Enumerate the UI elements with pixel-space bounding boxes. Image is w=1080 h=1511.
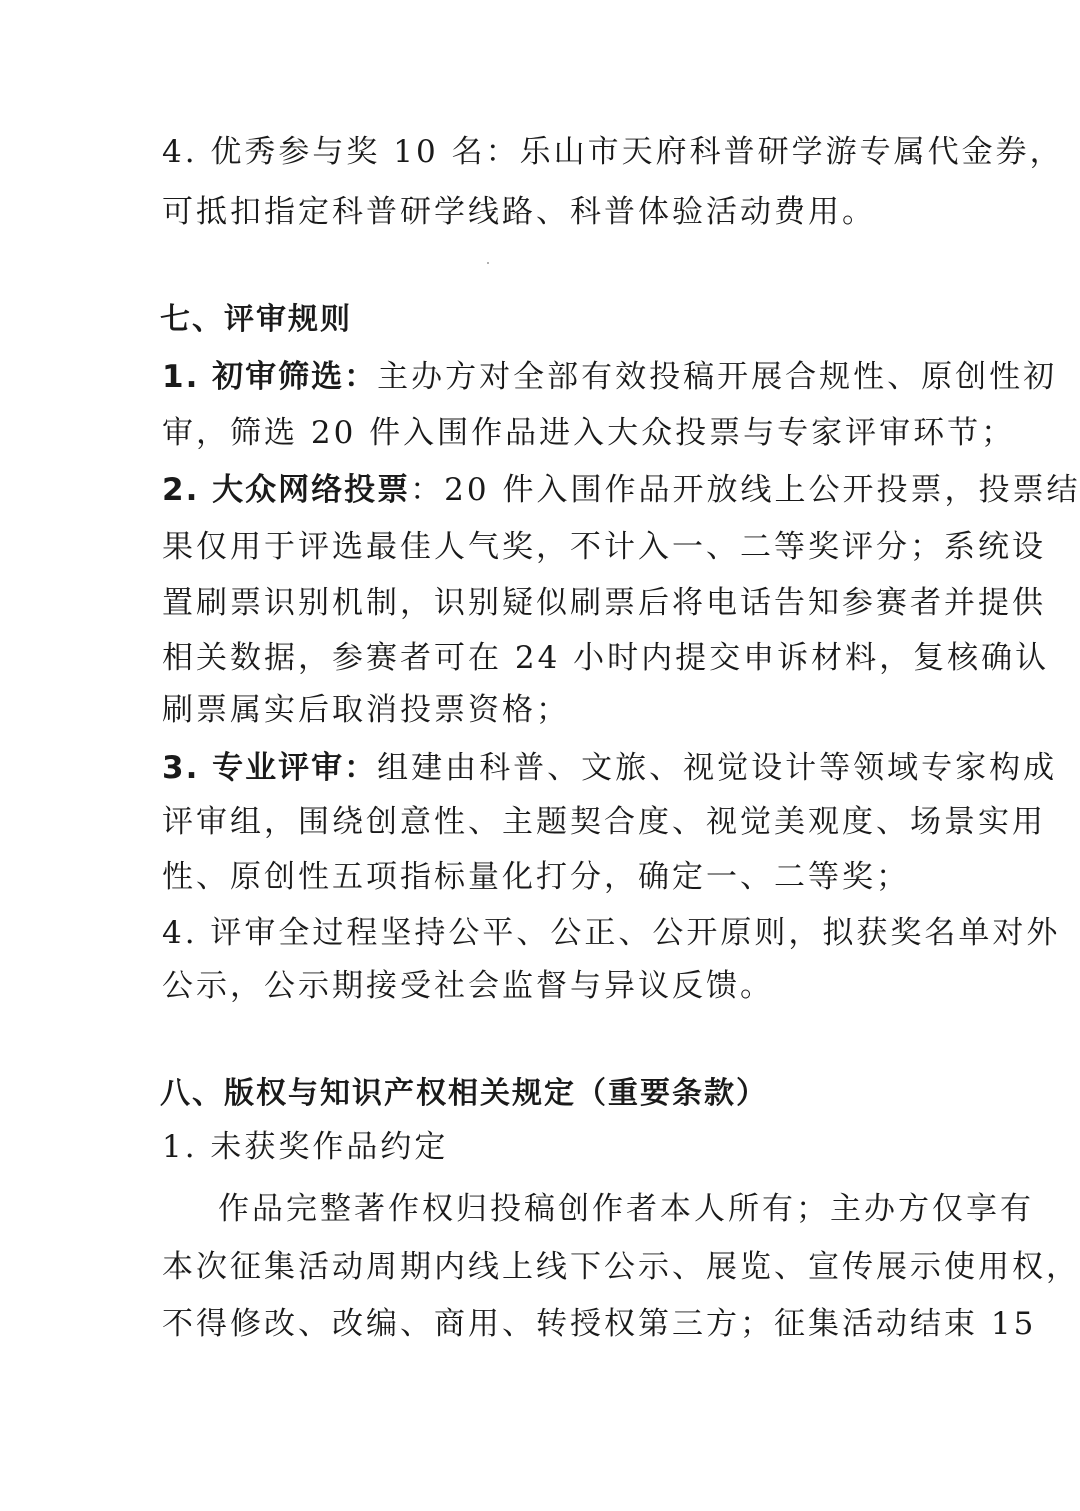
rule1-line2: 审，筛选 20 件入围作品进入大众投票与专家评审环节；	[162, 415, 1016, 451]
rule3-line3: 性、原创性五项指标量化打分，确定一、二等奖；	[162, 859, 910, 895]
rule2-line1-text: ：20 件入围作品开放线上公开投票，投票结	[410, 472, 1080, 508]
rule4-line1: 4. 评审全过程坚持公平、公正、公开原则，拟获奖名单对外	[162, 915, 1061, 951]
rule3-line2: 评审组，围绕创意性、主题契合度、视觉美观度、场景实用	[162, 804, 1046, 840]
copyright-para-line3: 不得修改、改编、商用、转授权第三方；征集活动结束 15	[162, 1306, 1037, 1342]
rule2-line5: 刷票属实后取消投票资格；	[162, 692, 570, 728]
section8-sub1: 1. 未获奖作品约定	[162, 1129, 449, 1165]
rule2-line2: 果仅用于评选最佳人气奖，不计入一、二等奖评分；系统设	[162, 529, 1046, 565]
rule2-lead: 2. 大众网络投票	[162, 472, 411, 508]
rule2-line4: 相关数据，参赛者可在 24 小时内提交申诉材料，复核确认	[162, 640, 1050, 676]
rule1-lead: 1. 初审筛选：	[162, 359, 378, 395]
section7-heading: 七、评审规则	[160, 302, 352, 337]
copyright-para-line1: 作品完整著作权归投稿创作者本人所有；主办方仅享有	[218, 1191, 1034, 1227]
prize4-line1: 4. 优秀参与奖 10 名：乐山市天府科普研学游专属代金券，	[162, 134, 1064, 170]
rule3-lead: 3. 专业评审：	[162, 750, 378, 786]
rule1-line1	[162, 357, 1058, 397]
rule4-line2: 公示，公示期接受社会监督与异议反馈。	[162, 968, 774, 1004]
scan-speck	[487, 262, 489, 264]
copyright-para-line2: 本次征集活动周期内线上线下公示、展览、宣传展示使用权，	[162, 1249, 1080, 1285]
rule1-line1-text: 主办方对全部有效投稿开展合规性、原创性初	[377, 359, 1058, 395]
prize4-line2: 可抵扣指定科普研学线路、科普体验活动费用。	[162, 194, 876, 230]
rule2-line1	[162, 470, 1080, 510]
rule2-line3: 置刷票识别机制，识别疑似刷票后将电话告知参赛者并提供	[162, 585, 1046, 621]
rule3-line1-text: 组建由科普、文旅、视觉设计等领域专家构成	[377, 750, 1058, 786]
section8-heading: 八、版权与知识产权相关规定（重要条款）	[160, 1076, 768, 1111]
rule3-line1	[162, 748, 1058, 788]
